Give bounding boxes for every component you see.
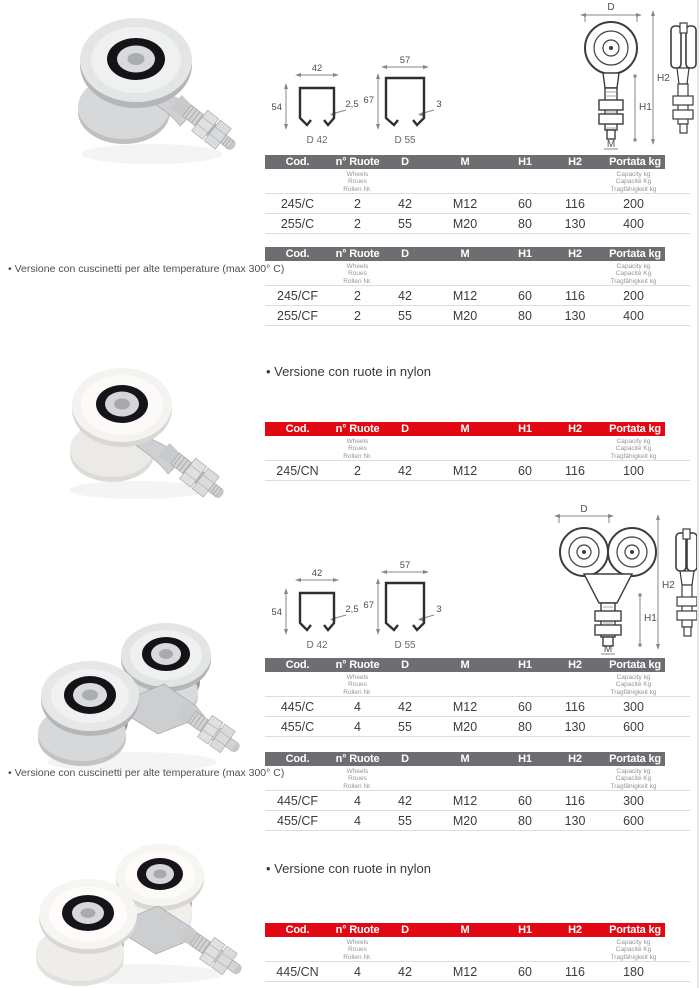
col-header-h2: H2 [568, 659, 582, 671]
dim-d55-thickness: 3 [436, 99, 442, 110]
subheader-text: Rollen Nr. [343, 688, 372, 696]
subheader-text: Wheels [346, 263, 369, 270]
cell-h1: 60 [518, 196, 532, 211]
profile-drawings-bottom [268, 555, 458, 655]
cell-ruote: 4 [354, 699, 361, 714]
subheader-text: Tragfähigkeit kg [610, 185, 657, 193]
col-header-ruote: n° Ruote [335, 248, 380, 260]
dim-d42-thickness: 2,5 [345, 604, 359, 615]
subheader-text: Wheels [346, 674, 369, 681]
subheader-text: Roues [348, 775, 367, 783]
subheader-text: Capacité Kg [615, 270, 652, 278]
subheader-text: Tragfähigkeit kg [610, 688, 657, 696]
col-header-h1: H1 [518, 924, 532, 936]
dim-label-m: M [603, 644, 613, 655]
cell-cod: 445/CF [277, 793, 318, 808]
cell-h1: 60 [518, 699, 532, 714]
col-header-ruote: n° Ruote [335, 156, 380, 168]
cell-portata: 300 [623, 793, 644, 808]
cell-portata: 600 [623, 719, 644, 734]
cell-d: 55 [398, 719, 412, 734]
cell-h1: 60 [518, 964, 532, 979]
spec-table-4wheel-nylon [265, 923, 690, 982]
dim-label-m: M [606, 139, 616, 150]
product-photo-2wheel-nylon [42, 352, 237, 507]
cell-d: 55 [398, 216, 412, 231]
spec-table-2wheel-nylon [265, 422, 690, 481]
col-header-d: D [401, 248, 409, 260]
cell-h1: 60 [518, 793, 532, 808]
subheader-text: Tragfähigkeit kg [610, 277, 657, 285]
ruote-subheaders [330, 674, 385, 696]
cell-m: M12 [452, 196, 478, 211]
cell-m: M12 [452, 288, 478, 303]
trolley-drawing-double [540, 503, 700, 655]
table-row [265, 306, 690, 326]
dim-d42-thickness: 2,5 [345, 99, 359, 110]
table-subheader-row [265, 169, 690, 194]
cell-cod: 245/CF [277, 288, 318, 303]
cell-h1: 60 [518, 288, 532, 303]
portata-subheaders [605, 438, 690, 460]
col-header-h1: H1 [518, 659, 532, 671]
subheader-text: Capacity kg [616, 263, 651, 270]
subheader-text: Roues [348, 946, 367, 954]
subheader-text: Tragfähigkeit kg [610, 782, 657, 790]
dim-label-h2: H2 [657, 73, 670, 84]
subheader-text: Roues [348, 681, 367, 689]
subheader-text: Wheels [346, 768, 369, 775]
cell-h1: 80 [518, 216, 532, 231]
subheader-text: Capacité Kg [615, 681, 652, 689]
col-header-h1: H1 [518, 248, 532, 260]
dim-d55-width: 57 [399, 55, 411, 66]
col-header-portata: Portata kg [609, 156, 661, 168]
cell-ruote: 2 [354, 463, 361, 478]
product-photo-4wheel-steel [12, 610, 242, 780]
cell-ruote: 4 [354, 793, 361, 808]
note-high-temperature: • Versione con cuscinetti per alte temperature (max 300° C) [8, 767, 285, 779]
col-header-ruote: n° Ruote [335, 423, 380, 435]
dim-d42-width: 42 [311, 568, 323, 579]
table-subheader-row [265, 766, 690, 791]
table-subheader-row [265, 937, 690, 962]
dim-label-h1: H1 [639, 102, 652, 113]
col-header-d: D [401, 156, 409, 168]
cell-h1: 60 [518, 463, 532, 478]
col-header-d: D [401, 423, 409, 435]
cell-m: M12 [452, 793, 478, 808]
table-row [265, 962, 690, 982]
page-edge-line [697, 0, 699, 988]
cell-cod: 245/C [280, 196, 315, 211]
subheader-text: Roues [348, 445, 367, 453]
subheader-text: Tragfähigkeit kg [610, 953, 657, 961]
table-header-row [265, 658, 665, 672]
portata-subheaders [605, 171, 690, 193]
cell-d: 42 [398, 964, 412, 979]
col-header-h1: H1 [518, 423, 532, 435]
cell-ruote: 2 [354, 288, 361, 303]
col-header-m: M [460, 423, 470, 435]
spec-table-4wheel-high-temp [265, 752, 690, 831]
cell-m: M12 [452, 699, 478, 714]
cell-h1: 80 [518, 719, 532, 734]
cell-portata: 100 [623, 463, 644, 478]
portata-subheaders [605, 768, 690, 790]
table-header-row [265, 422, 665, 436]
profile-caption-d55: D 55 [394, 135, 416, 146]
dim-d55-width: 57 [399, 560, 411, 571]
ruote-subheaders [330, 171, 385, 193]
dim-d42-width: 42 [311, 63, 323, 74]
cell-portata: 400 [623, 216, 644, 231]
col-header-m: M [460, 156, 470, 168]
cell-d: 42 [398, 463, 412, 478]
col-header-ruote: n° Ruote [335, 924, 380, 936]
note-nylon-wheels: • Versione con ruote in nylon [266, 861, 431, 876]
subheader-text: Capacity kg [616, 939, 651, 946]
cell-portata: 200 [623, 196, 644, 211]
col-header-portata: Portata kg [609, 248, 661, 260]
col-header-cod: Cod. [285, 248, 310, 260]
col-header-h2: H2 [568, 248, 582, 260]
cell-m: M12 [452, 463, 478, 478]
cell-cod: 445/CN [276, 964, 319, 979]
cell-portata: 600 [623, 813, 644, 828]
cell-portata: 400 [623, 308, 644, 323]
cell-h2: 116 [565, 964, 585, 979]
table-header-row [265, 752, 665, 766]
cell-h2: 130 [564, 813, 586, 828]
col-header-m: M [460, 924, 470, 936]
spec-table-2wheel-high-temp [265, 247, 690, 326]
cell-m: M20 [452, 813, 478, 828]
cell-d: 55 [398, 813, 412, 828]
cell-ruote: 4 [354, 813, 361, 828]
table-row [265, 717, 690, 737]
col-header-portata: Portata kg [609, 924, 661, 936]
col-header-portata: Portata kg [609, 753, 661, 765]
subheader-text: Wheels [346, 939, 369, 946]
cell-d: 55 [398, 308, 412, 323]
dim-label-h1: H1 [644, 613, 657, 624]
cell-cod: 255/C [280, 216, 315, 231]
col-header-m: M [460, 659, 470, 671]
cell-d: 42 [398, 699, 412, 714]
col-header-cod: Cod. [285, 423, 310, 435]
subheader-text: Wheels [346, 171, 369, 178]
col-header-m: M [460, 248, 470, 260]
col-header-d: D [401, 924, 409, 936]
cell-h2: 116 [565, 699, 585, 714]
trolley-drawing-single [555, 0, 700, 152]
table-row [265, 791, 690, 811]
table-row [265, 811, 690, 831]
dim-d55-height: 67 [363, 95, 374, 106]
dim-d42-height: 54 [271, 102, 282, 113]
ruote-subheaders [330, 438, 385, 460]
subheader-text: Capacity kg [616, 438, 651, 445]
portata-subheaders [605, 674, 690, 696]
table-header-row [265, 155, 665, 169]
subheader-text: Capacité Kg [615, 775, 652, 783]
product-photo-2wheel-steel [52, 2, 237, 187]
ruote-subheaders [330, 939, 385, 961]
subheader-text: Rollen Nr. [343, 782, 372, 790]
dim-d55-thickness: 3 [436, 604, 442, 615]
spec-table-4wheel-standard [265, 658, 690, 737]
cell-ruote: 2 [354, 216, 361, 231]
cell-h2: 116 [565, 196, 585, 211]
cell-d: 42 [398, 288, 412, 303]
cell-m: M20 [452, 719, 478, 734]
col-header-ruote: n° Ruote [335, 753, 380, 765]
col-header-ruote: n° Ruote [335, 659, 380, 671]
threaded-bolt [175, 699, 242, 760]
col-header-h2: H2 [568, 423, 582, 435]
subheader-text: Rollen Nr. [343, 185, 372, 193]
col-header-d: D [401, 659, 409, 671]
col-header-cod: Cod. [285, 924, 310, 936]
table-row [265, 194, 690, 214]
table-row [265, 461, 690, 481]
col-header-h1: H1 [518, 156, 532, 168]
cell-h2: 116 [565, 288, 585, 303]
cell-m: M12 [452, 964, 478, 979]
cell-portata: 300 [623, 699, 644, 714]
cell-d: 42 [398, 196, 412, 211]
note-high-temperature: • Versione con cuscinetti per alte temperature (max 300° C) [8, 263, 285, 275]
table-row [265, 697, 690, 717]
subheader-text: Capacité Kg [615, 178, 652, 186]
subheader-text: Tragfähigkeit kg [610, 452, 657, 460]
cell-portata: 200 [623, 288, 644, 303]
cell-ruote: 2 [354, 308, 361, 323]
cell-cod: 245/CN [276, 463, 319, 478]
table-subheader-row [265, 261, 690, 286]
dim-label-d: D [580, 504, 588, 515]
subheader-text: Capacité Kg [615, 445, 652, 453]
ruote-subheaders [330, 768, 385, 790]
col-header-h1: H1 [518, 753, 532, 765]
cell-d: 42 [398, 793, 412, 808]
table-row [265, 214, 690, 234]
cell-portata: 180 [623, 964, 644, 979]
subheader-text: Roues [348, 178, 367, 186]
col-header-d: D [401, 753, 409, 765]
col-header-cod: Cod. [285, 659, 310, 671]
table-row [265, 286, 690, 306]
cell-h1: 80 [518, 813, 532, 828]
spec-table-2wheel-standard [265, 155, 690, 234]
col-header-cod: Cod. [285, 156, 310, 168]
subheader-text: Rollen Nr. [343, 452, 372, 460]
subheader-text: Rollen Nr. [343, 277, 372, 285]
col-header-cod: Cod. [285, 753, 310, 765]
subheader-text: Roues [348, 270, 367, 278]
portata-subheaders [605, 939, 690, 961]
col-header-h2: H2 [568, 753, 582, 765]
cell-cod: 455/CF [277, 813, 318, 828]
col-header-portata: Portata kg [609, 423, 661, 435]
note-nylon-wheels: • Versione con ruote in nylon [266, 364, 431, 379]
table-header-row [265, 923, 665, 937]
c-profile-shape [300, 583, 424, 630]
profile-caption-d55: D 55 [394, 640, 416, 651]
cell-ruote: 4 [354, 964, 361, 979]
subheader-text: Capacity kg [616, 674, 651, 681]
subheader-text: Capacity kg [616, 171, 651, 178]
table-subheader-row [265, 672, 690, 697]
cell-m: M20 [452, 308, 478, 323]
cell-m: M20 [452, 216, 478, 231]
cell-h2: 116 [565, 793, 585, 808]
subheader-text: Rollen Nr. [343, 953, 372, 961]
ruote-subheaders [330, 263, 385, 285]
profile-caption-d42: D 42 [306, 640, 328, 651]
dim-label-h2: H2 [662, 580, 675, 591]
product-photo-4wheel-nylon [8, 826, 253, 988]
cell-h2: 116 [565, 463, 585, 478]
cell-h1: 80 [518, 308, 532, 323]
col-header-m: M [460, 753, 470, 765]
table-header-row [265, 247, 665, 261]
profile-drawings-top [268, 50, 458, 150]
subheader-text: Capacity kg [616, 768, 651, 775]
cell-cod: 455/C [280, 719, 315, 734]
cell-cod: 445/C [280, 699, 315, 714]
subheader-text: Capacité Kg [615, 946, 652, 954]
profile-caption-d42: D 42 [306, 135, 328, 146]
col-header-h2: H2 [568, 156, 582, 168]
col-header-h2: H2 [568, 924, 582, 936]
cell-h2: 130 [564, 719, 586, 734]
table-subheader-row [265, 436, 690, 461]
col-header-portata: Portata kg [609, 659, 661, 671]
dim-d42-height: 54 [271, 607, 282, 618]
portata-subheaders [605, 263, 690, 285]
cell-cod: 255/CF [277, 308, 318, 323]
dim-d55-height: 67 [363, 600, 374, 611]
subheader-text: Wheels [346, 438, 369, 445]
cell-ruote: 4 [354, 719, 361, 734]
cell-h2: 130 [564, 308, 586, 323]
dim-label-d: D [607, 2, 615, 13]
cell-h2: 130 [564, 216, 586, 231]
cell-ruote: 2 [354, 196, 361, 211]
c-profile-shape [300, 78, 424, 125]
